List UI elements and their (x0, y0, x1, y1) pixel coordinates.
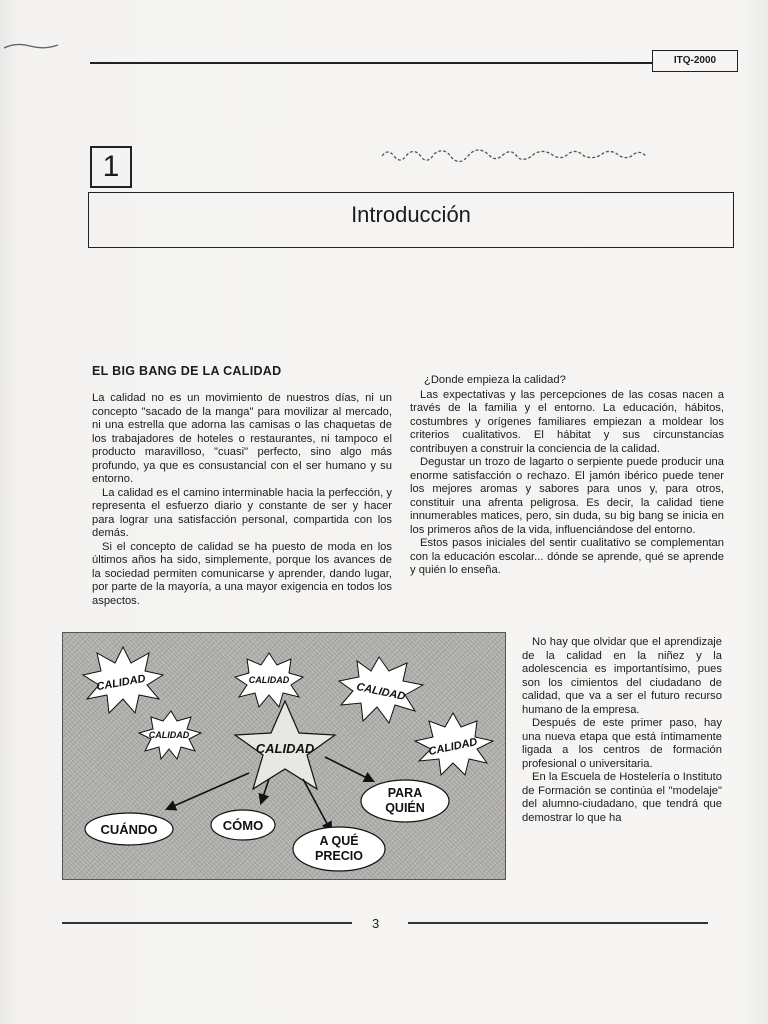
arrow (325, 757, 373, 781)
burst-label: CALIDAD (148, 730, 190, 740)
burst-label: CALIDAD (248, 675, 290, 685)
paragraph: No hay que olvidar que el aprendizaje de la calidad en la niñez y la adolescencia es importantísimo, pues son los cimientos del ciudadano de calidad, que va a ser el futuro recurso humano de la empresa. (522, 636, 722, 716)
star-label: CALIDAD (255, 741, 315, 756)
paragraph: Degustar un trozo de lagarto o serpiente puede producir una enorme satisfacción o rechazo. El jamón ibérico puede tener los mejores aromas y sabores para unos y, para otros, constituir una afrenta peligrosa. Es decir, la calidad tiene innumerables matices, pero, sin duda, su big bang se inicia en los primeros años de la vida, influenciándose del entorno. (410, 456, 724, 536)
burst-calidad-1 (83, 647, 163, 713)
burst-calidad-2 (235, 653, 303, 707)
oval-label: PARA (387, 786, 423, 800)
paragraph: Estos pasos iniciales del sentir cualitativo se complementan con la educación escolar... dónde se aprende, qué se aprende y quién lo enseña. (410, 537, 724, 576)
footer-rule-right (408, 922, 708, 924)
staple-mark (2, 40, 60, 54)
paragraph: Las expectativas y las percepciones de las cosas nacen a través de la familia y el entorno. La educación, hábitos, costumbres y orígenes familiares empiezan a moldear los criterios cualitativos. El hábitat y sus circunstancias contribuyen a construir la conciencia de la calidad. (410, 388, 724, 455)
chapter-title-box (88, 192, 734, 248)
header-rule (90, 62, 736, 64)
document-code: ITQ-2000 (652, 50, 738, 72)
calidad-illustration (62, 632, 506, 880)
burst-label: CALIDAD (355, 680, 407, 703)
oval-cuando (85, 813, 173, 845)
oval-label: PRECIO (315, 849, 363, 863)
oval-label: CUÁNDO (100, 822, 158, 837)
chapter-number: 1 (90, 146, 132, 188)
oval-label: A QUÉ (319, 834, 359, 848)
right-column (410, 374, 724, 578)
paragraph: La calidad no es un movimiento de nuestros días, ni un concepto "sacado de la manga" para movilizar al mercado, ni una estrella que adorna las camisas o las chaquetas de los trabajadores de hoteles o restaurantes, ni tampoco el producto maravilloso, "cuasi" perfecto, sino algo más profundo, ya que es consustancial con el ser humano y su entorno. (92, 392, 392, 485)
paragraph: En la Escuela de Hostelería o Instituto de Formación se continúa el "modelaje" del alumno-ciudadano, que tendrá que demostrar lo que ha (522, 771, 722, 824)
paragraph: Si el concepto de calidad se ha puesto de moda en los últimos años ha sido, simplemente, porque los avances de la sociedad permiten comunicarse y aprender, dando lugar, por parte de la mayoría, a una mayor exigencia en todos los aspectos. (92, 540, 392, 607)
oval-label: QUIÉN (385, 801, 425, 815)
page-number: 3 (372, 916, 380, 931)
burst-label: CALIDAD (95, 672, 147, 694)
chapter-title: Introducción (351, 202, 471, 227)
burst-label: CALIDAD (427, 735, 479, 759)
arrow (167, 773, 249, 809)
left-column (92, 392, 392, 608)
burst-calidad-3 (339, 657, 423, 723)
arrow (303, 779, 331, 831)
handwritten-scribble (380, 142, 690, 166)
oval-a-que-precio (293, 827, 385, 871)
paragraph: Después de este primer paso, hay una nueva etapa que está íntimamente ligada a los centros de formación profesional o universitaria. (522, 717, 722, 770)
oval-como (211, 810, 275, 840)
illustration-svg (63, 633, 505, 879)
subheading-question: ¿Donde empieza la calidad? (424, 374, 566, 386)
burst-calidad-4 (139, 711, 201, 759)
right-column-narrow (522, 636, 722, 825)
section-heading: EL BIG BANG DE LA CALIDAD (92, 364, 282, 378)
paragraph: La calidad es el camino interminable hacia la perfección, y representa el esfuerzo diario y constante de ser y hacer para lograr una satisfacción personal, compartida con los demás. (92, 486, 392, 539)
oval-para-quien (361, 780, 449, 822)
burst-calidad-5 (415, 713, 493, 775)
oval-label: CÓMO (222, 818, 264, 833)
footer-rule-left (62, 922, 352, 924)
center-star (235, 701, 335, 789)
